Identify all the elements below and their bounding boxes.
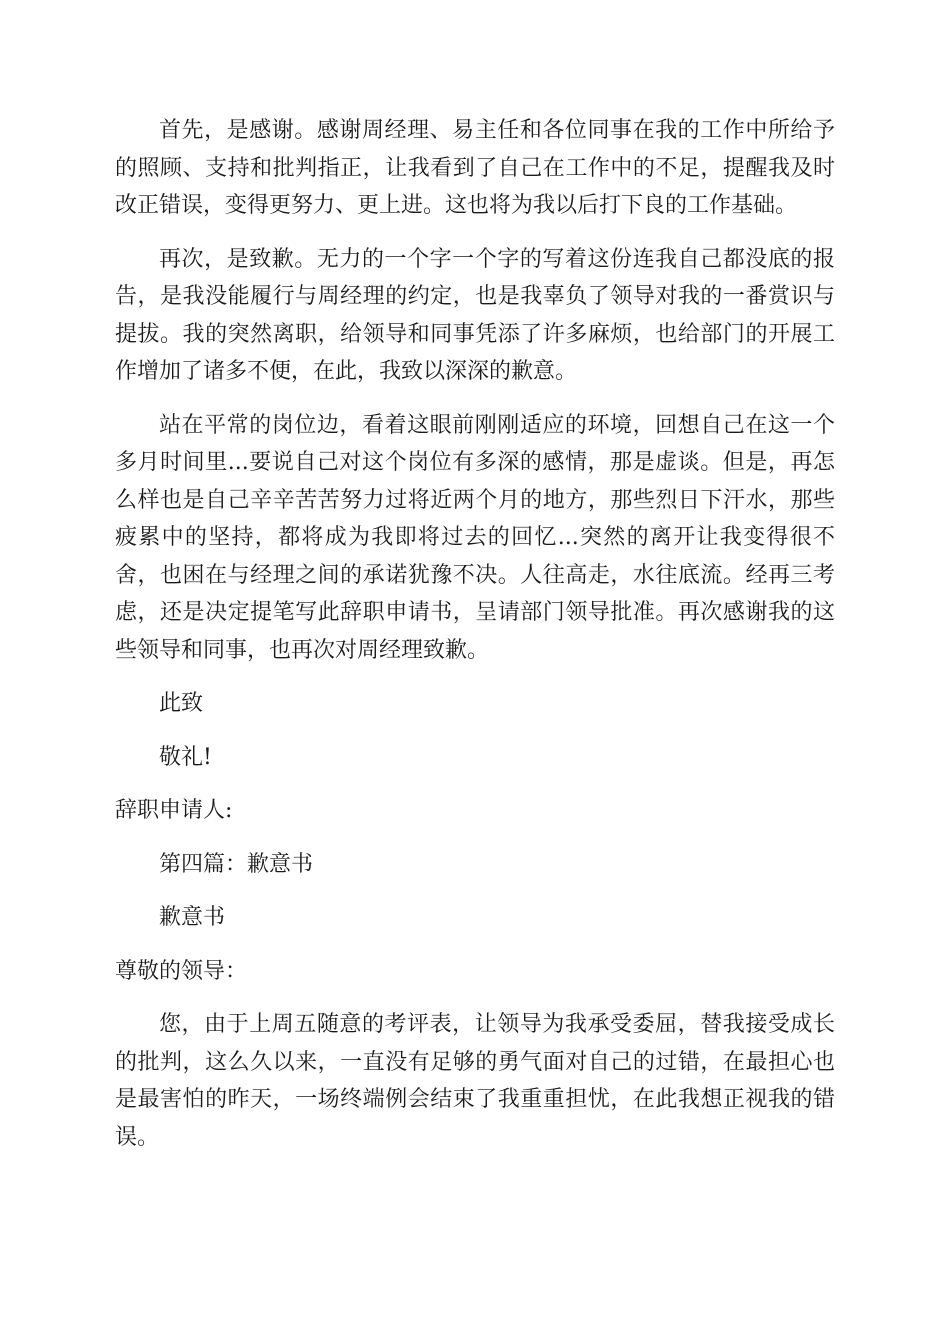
signature-line: 辞职申请人: [115, 798, 233, 823]
section-title: 第四篇：歉意书 [159, 851, 314, 877]
document-page [115, 112, 835, 1172]
salutation: 尊敬的领导： [115, 958, 248, 984]
paragraph-reflection: 站在平常的岗位边，看着这眼前刚刚适应的环境，回想自己在这一个多月时间里...要说自己对这个岗位有多深的感情，那是虚谈。但是，再怎么样也是自己辛辛苦苦努力过将近两个月的地方，那些烈日下汗水，那些疲累中的坚持，都将成为我即将过去的回忆...突然的离开让我变得很不舍，也困在与经理之间的承诺犹豫不决。人往高走，水往底流。经再三考虑，还是决定提笔写此辞职申请书，呈请部门领导批准。再次感谢我的这些领导和同事，也再次对周经理致歉。 [115, 412, 835, 663]
paragraph-thanks: 首先，是感谢。感谢周经理、易主任和各位同事在我的工作中所给予的照顾、支持和批判指正，让我看到了自己在工作中的不足，提醒我及时改正错误，变得更努力、更上进。这也将为我以后打下良的工作基础。 [115, 118, 835, 218]
closing-line-2: 敬礼! [159, 744, 212, 770]
document-title: 歉意书 [159, 905, 226, 930]
paragraph-apology: 再次，是致歉。无力的一个字一个字的写着这份连我自己都没底的报告，是我没能履行与周经理的约定，也是我辜负了领导对我的一番赏识与提拔。我的突然离职，给领导和同事凭添了许多麻烦，也给部门的开展工作增加了诸多不便，在此，我致以深深的歉意。 [115, 246, 835, 384]
paragraph-body: 您，由于上周五随意的考评表，让领导为我承受委屈，替我接受成长的批判，这么久以来，一直没有足够的勇气面对自己的过错，在最担心也是最害怕的昨天，一场终端例会结束了我重重担忧，在此我想正视我的错误。 [115, 1012, 835, 1150]
closing-line-1: 此致 [159, 691, 204, 716]
